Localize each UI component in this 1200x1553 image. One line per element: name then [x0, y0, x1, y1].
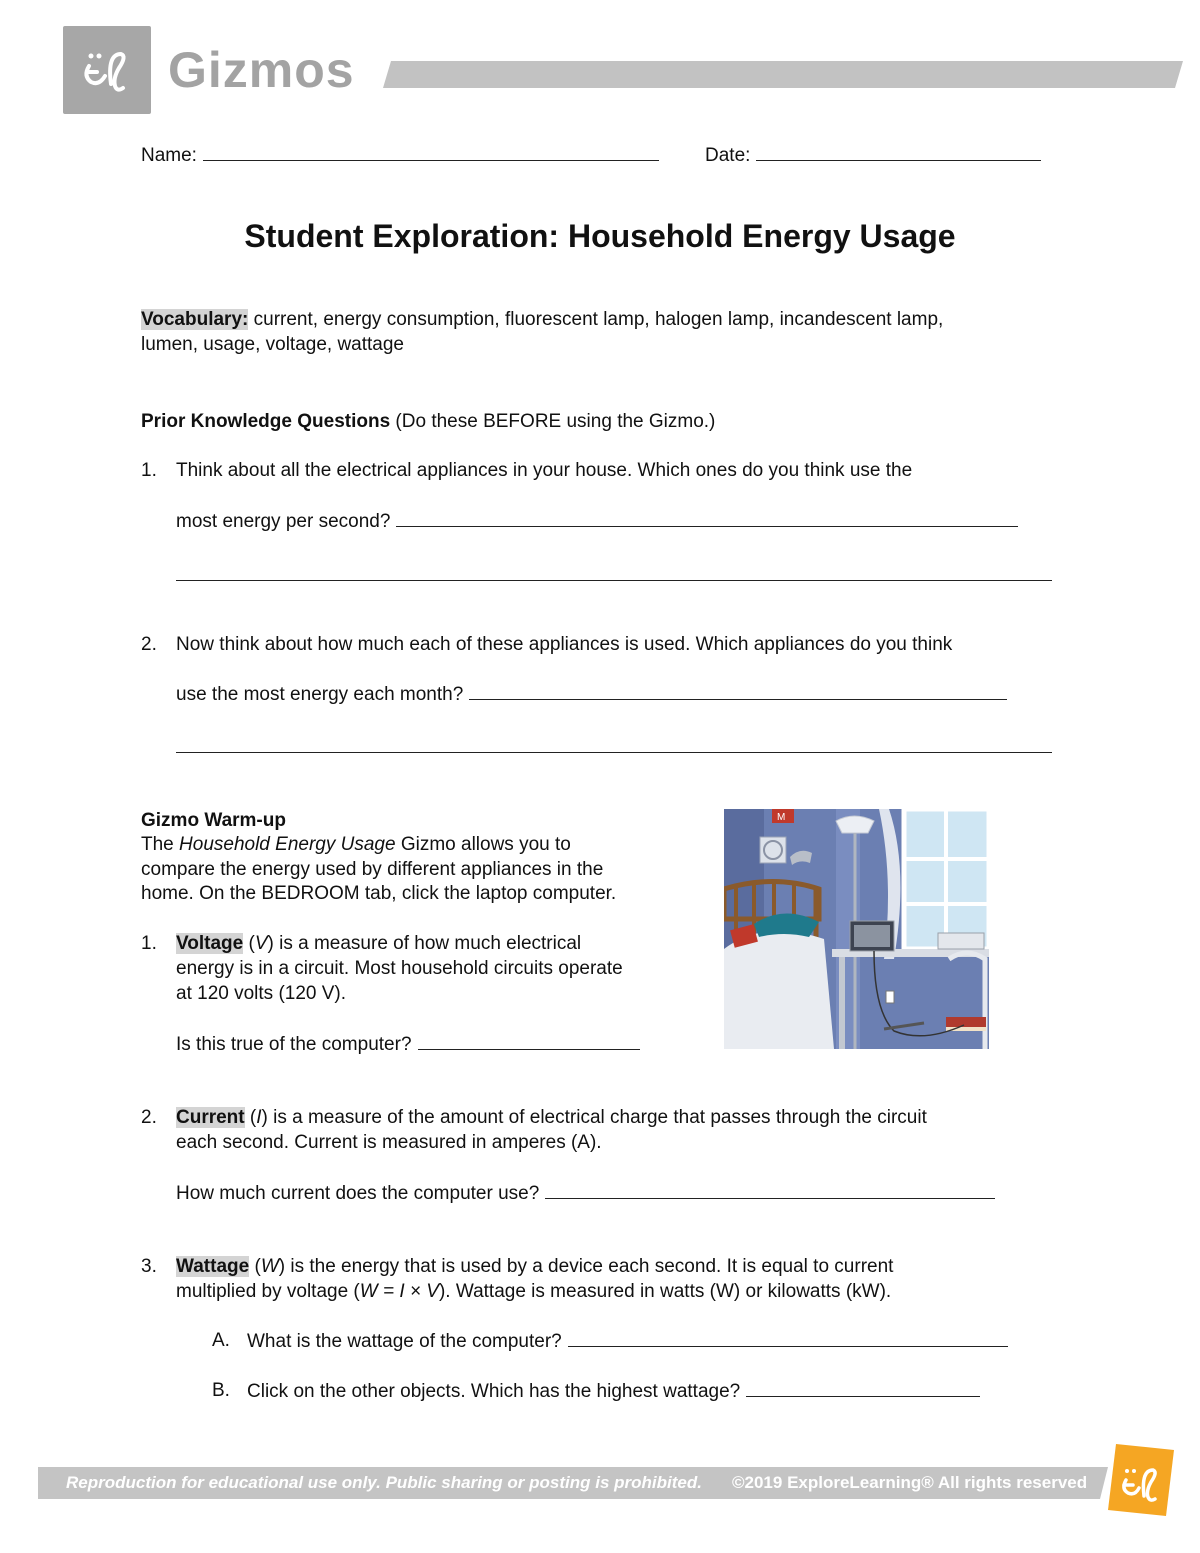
q2-number: 2. — [141, 634, 157, 655]
date-label: Date: — [705, 145, 751, 166]
bedroom-scene-image — [724, 809, 989, 1049]
item1-line-2: energy is in a circuit. Most household circuits operate — [176, 958, 623, 979]
warmup-intro-1 — [141, 832, 571, 857]
item1-text: ) is a measure of how much electrical — [267, 933, 582, 954]
q1-prompt: most energy per second? — [176, 511, 391, 532]
current-term: Current — [176, 1107, 245, 1128]
item3a-letter: A. — [212, 1330, 230, 1351]
warmup-intro-2: compare the energy used by different appliances in the — [141, 859, 604, 880]
wattage-term: Wattage — [176, 1256, 250, 1277]
item2-number: 2. — [141, 1107, 157, 1128]
item3b-answer-blank[interactable] — [746, 1378, 980, 1397]
svg-text:M: M — [777, 812, 786, 823]
item2-text: ) is a measure of the amount of electrical charge that passes through the circuit — [261, 1107, 927, 1128]
explorelearning-logo-icon — [1102, 1440, 1178, 1520]
gizmo-name: Household Energy Usage — [179, 834, 396, 855]
brand-name: Gizmos — [168, 42, 355, 98]
item3a-question — [247, 1328, 1008, 1354]
item2-paren: ( — [244, 1107, 257, 1128]
item1-question-text: Is this true of the computer? — [176, 1034, 412, 1055]
name-blank[interactable] — [203, 142, 659, 161]
warmup-intro-post: Gizmo allows you to — [395, 834, 571, 855]
item1-number: 1. — [141, 933, 157, 954]
vocabulary-line-1 — [141, 307, 943, 332]
item3-line-2 — [176, 1279, 891, 1304]
date-field — [705, 142, 1041, 168]
warmup-heading: Gizmo Warm-up — [141, 810, 286, 831]
prior-heading: Prior Knowledge Questions — [141, 411, 391, 432]
footer-notice: Reproduction for educational use only. Public sharing or posting is prohibited. — [66, 1473, 702, 1492]
q2-prompt: use the most energy each month? — [176, 684, 464, 705]
item1-question — [176, 1031, 640, 1057]
item1-answer-blank[interactable] — [418, 1031, 640, 1050]
footer-copyright: ©2019 ExploreLearning® All rights reserved — [732, 1473, 1088, 1492]
wattage-symbol: W — [260, 1256, 279, 1277]
q1-text-1: Think about all the electrical appliances in your house. Which ones do you think use the — [176, 460, 913, 481]
date-blank[interactable] — [756, 142, 1041, 161]
worksheet-title: Student Exploration: Household Energy Usage — [244, 218, 956, 254]
item3-number: 3. — [141, 1256, 157, 1277]
prior-note: (Do these BEFORE using the Gizmo.) — [390, 411, 716, 432]
el-logo-icon — [63, 26, 151, 114]
item3-text: ) is the energy that is used by a device each second. It is equal to current — [278, 1256, 894, 1277]
item3b-question — [247, 1378, 980, 1404]
item3-paren: ( — [249, 1256, 261, 1277]
prior-knowledge-heading — [141, 409, 715, 434]
q1-number: 1. — [141, 460, 157, 481]
q1-answer-blank-1[interactable] — [396, 508, 1018, 527]
item1-paren: ( — [243, 933, 255, 954]
vocabulary-label: Vocabulary: — [141, 309, 249, 330]
name-label: Name: — [141, 145, 197, 166]
header-decorative-bar — [383, 61, 1183, 88]
item3b-text: Click on the other objects. Which has the highest wattage? — [247, 1381, 741, 1402]
q2-text-1: Now think about how much each of these appliances is used. Which appliances do you think — [176, 634, 953, 655]
current-symbol: I — [256, 1107, 262, 1128]
wattage-formula: W = I × V — [359, 1281, 439, 1302]
item3a-text: What is the wattage of the computer? — [247, 1331, 562, 1352]
warmup-intro-pre: The — [141, 834, 180, 855]
q2-answer-blank-1[interactable] — [469, 681, 1007, 700]
item2-line-1 — [176, 1105, 927, 1130]
gizmos-logo-badge — [63, 26, 151, 114]
vocabulary-terms-2: lumen, usage, voltage, wattage — [141, 334, 405, 355]
voltage-term: Voltage — [176, 933, 244, 954]
item1-line-1 — [176, 931, 581, 956]
item3a-answer-blank[interactable] — [568, 1328, 1008, 1347]
item2-question-text: How much current does the computer use? — [176, 1183, 540, 1204]
item2-answer-blank[interactable] — [545, 1180, 995, 1199]
item3b-letter: B. — [212, 1380, 230, 1401]
item2-question — [176, 1180, 995, 1206]
q1-text-2 — [176, 508, 1018, 534]
item3-line2-pre: multiplied by voltage ( — [176, 1281, 360, 1302]
item1-line-3: at 120 volts (120 V). — [176, 983, 347, 1004]
item3-line-1 — [176, 1254, 893, 1279]
name-field — [141, 142, 659, 168]
q1-answer-blank-2[interactable] — [176, 580, 1052, 581]
q2-text-2 — [176, 681, 1007, 707]
vocabulary-terms-1: current, energy consumption, fluorescent lamp, halogen lamp, incandescent lamp, — [248, 309, 944, 330]
item2-line-2: each second. Current is measured in amperes (A). — [176, 1132, 602, 1153]
voltage-symbol: V — [254, 933, 268, 954]
q2-answer-blank-2[interactable] — [176, 752, 1052, 753]
item3-line2-post: ). Wattage is measured in watts (W) or kilowatts (kW). — [438, 1281, 892, 1302]
warmup-intro-3: home. On the BEDROOM tab, click the laptop computer. — [141, 883, 617, 904]
